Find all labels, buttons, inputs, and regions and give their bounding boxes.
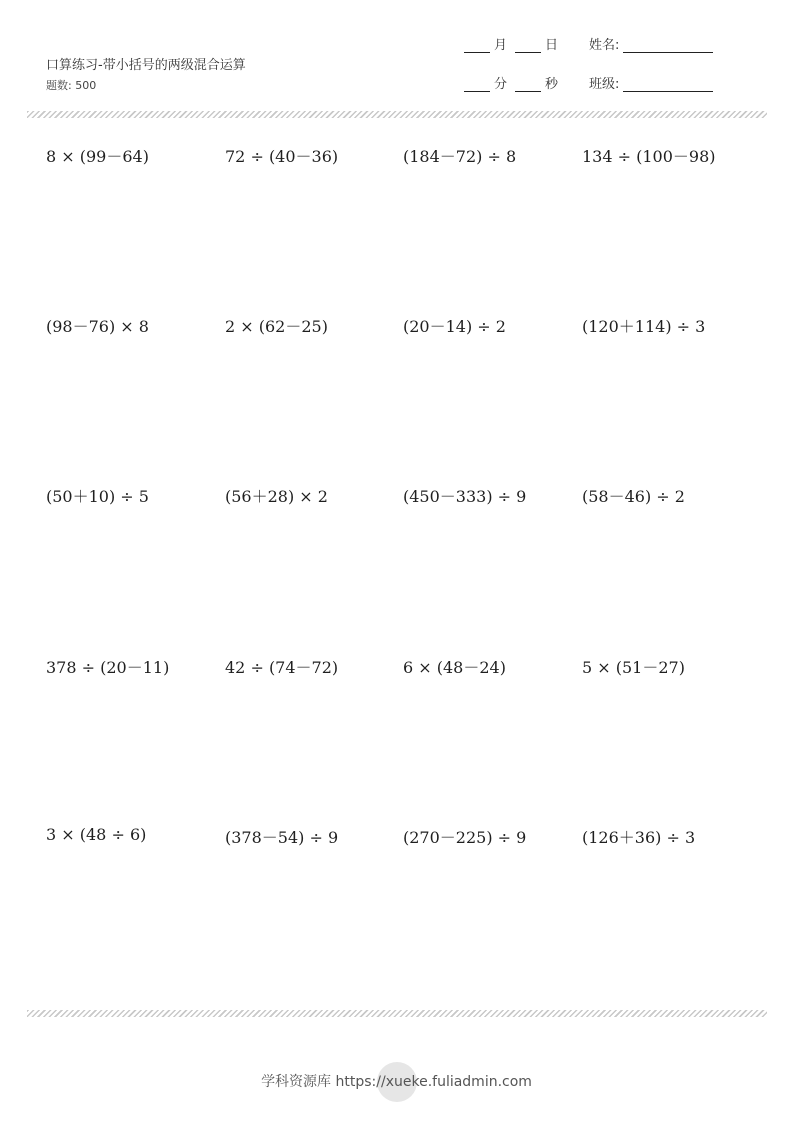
class-blank[interactable] — [623, 77, 713, 92]
time-fields — [464, 73, 566, 92]
problem-count: 题数: 500 — [46, 79, 97, 92]
minute-blank[interactable] — [464, 77, 490, 92]
name-field — [589, 34, 713, 53]
top-divider — [27, 111, 767, 118]
second-blank[interactable] — [515, 77, 541, 92]
problem-item: (378－54) ÷ 9 — [225, 828, 339, 847]
month-blank[interactable] — [464, 38, 490, 53]
problem-item: (184－72) ÷ 8 — [403, 147, 517, 166]
problem-item: (120＋114) ÷ 3 — [582, 317, 706, 336]
problem-item: (56＋28) × 2 — [225, 487, 328, 506]
problem-item: 134 ÷ (100－98) — [582, 147, 716, 166]
problem-item: (450－333) ÷ 9 — [403, 487, 527, 506]
problem-item: 378 ÷ (20－11) — [46, 658, 170, 677]
day-blank[interactable] — [515, 38, 541, 53]
problem-item: 6 × (48－24) — [403, 658, 506, 677]
problem-item: 72 ÷ (40－36) — [225, 147, 339, 166]
month-label: 月 — [494, 38, 508, 53]
problem-item: (20－14) ÷ 2 — [403, 317, 506, 336]
problem-item: (98－76) × 8 — [46, 317, 149, 336]
problem-item: 8 × (99－64) — [46, 147, 149, 166]
day-label: 日 — [545, 38, 559, 53]
problem-item: (270－225) ÷ 9 — [403, 828, 527, 847]
worksheet-title: 口算练习-带小括号的两级混合运算 — [46, 58, 246, 73]
minute-label: 分 — [494, 77, 508, 92]
problem-item: 5 × (51－27) — [582, 658, 685, 677]
problem-item: (50＋10) ÷ 5 — [46, 487, 149, 506]
problem-item: 42 ÷ (74－72) — [225, 658, 339, 677]
date-fields — [464, 34, 566, 53]
class-field — [589, 73, 713, 92]
name-label: 姓名: — [589, 38, 620, 53]
problem-item: 2 × (62－25) — [225, 317, 328, 336]
bottom-divider — [27, 1010, 767, 1017]
class-label: 班级: — [589, 77, 620, 92]
problem-item: (126＋36) ÷ 3 — [582, 828, 696, 847]
second-label: 秒 — [545, 77, 559, 92]
name-blank[interactable] — [623, 38, 713, 53]
problem-item: (58－46) ÷ 2 — [582, 487, 685, 506]
problem-item: 3 × (48 ÷ 6) — [46, 825, 147, 844]
footer-source: 学科资源库 https://xueke.fuliadmin.com — [261, 1074, 532, 1090]
